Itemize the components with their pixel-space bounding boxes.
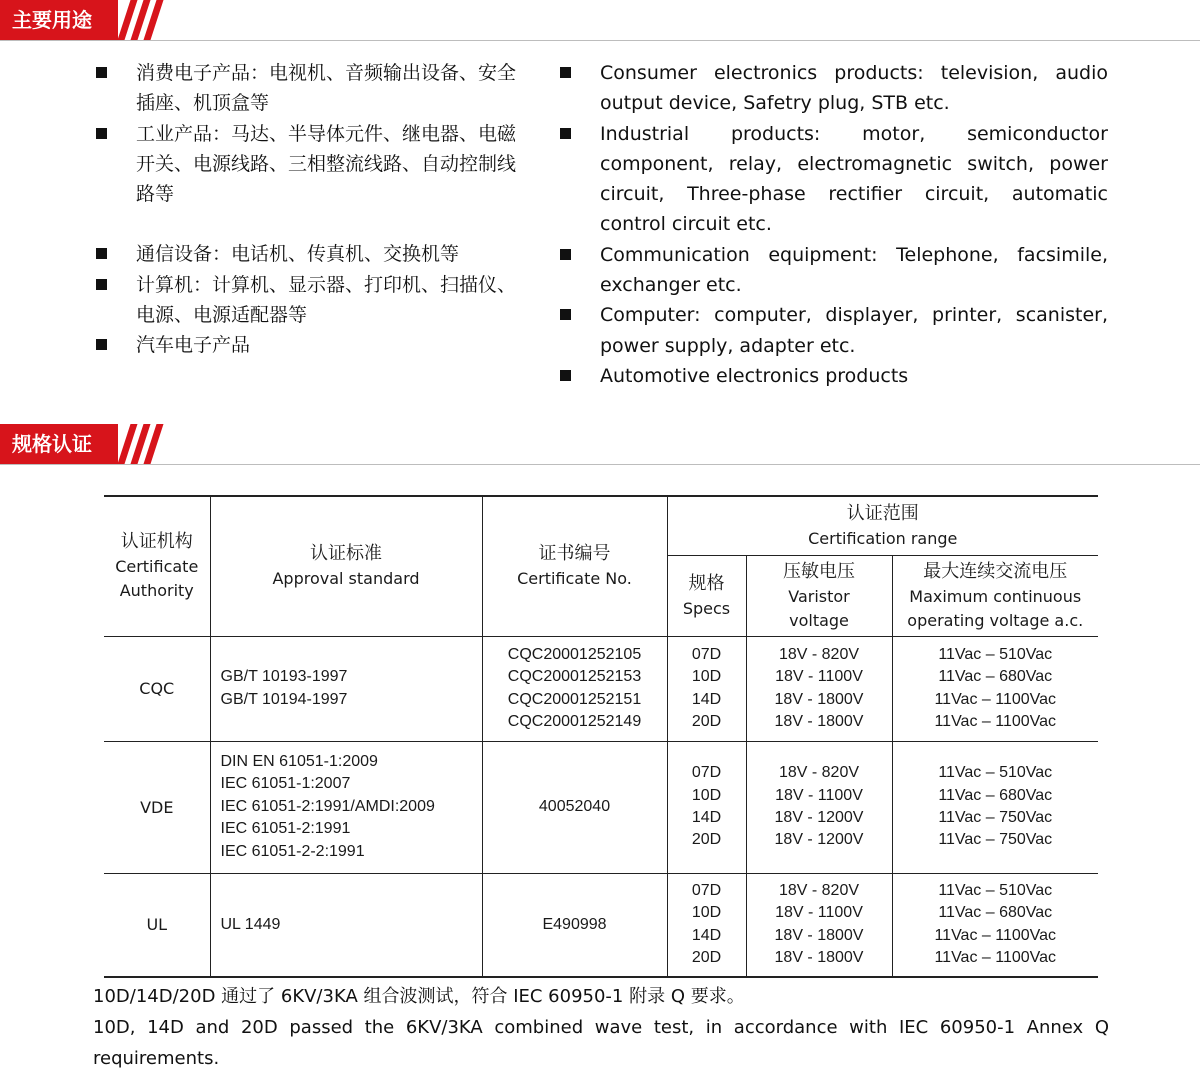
cell-varistor: 18V - 820V 18V - 1100V 18V - 1200V 18V - 1200V (746, 741, 892, 873)
list-item-text: Computer: computer, displayer, printer, scanister, power supply, adapter etc. (600, 304, 1108, 357)
cell-authority: CQC (104, 636, 210, 741)
list-item (560, 300, 1108, 361)
square-bullet-icon (96, 248, 107, 259)
cell-standards: DIN EN 61051-1:2009 IEC 61051-1:2007 IEC 61051-2:1991/AMDI:2009 IEC 61051-2:1991 IEC 61051-2-2:1991 (210, 741, 482, 873)
uses-list-cn (96, 58, 516, 361)
header-specs: 规格 Specs (667, 555, 746, 636)
square-bullet-icon (560, 128, 571, 139)
square-bullet-icon (560, 370, 571, 381)
cell-authority: UL (104, 873, 210, 977)
divider (0, 40, 1200, 41)
list-item-text: 通信设备：电话机、传真机、交换机等 (136, 243, 460, 266)
divider (0, 464, 1200, 465)
square-bullet-icon (96, 128, 107, 139)
note-cn: 10D/14D/20D 通过了 6KV/3KA 组合波测试，符合 IEC 60950-1 附录 Q 要求。 (93, 986, 745, 1007)
header-authority: 认证机构 Certificate Authority (104, 496, 210, 636)
header-varistor-voltage: 压敏电压 Varistor voltage (746, 555, 892, 636)
table-row (104, 636, 1098, 741)
cell-specs: 07D 10D 14D 20D (667, 873, 746, 977)
cell-authority: VDE (104, 741, 210, 873)
header-max-voltage: 最大连续交流电压 Maximum continuous operating voltage a.c. (892, 555, 1098, 636)
header-cert-range: 认证范围 Certification range (667, 496, 1098, 555)
cell-standards: GB/T 10193-1997 GB/T 10194-1997 (210, 636, 482, 741)
list-item-text: 工业产品：马达、半导体元件、继电器、电磁开关、电源线路、三相整流线路、自动控制线路等 (136, 122, 517, 206)
cell-cert-nos: E490998 (482, 873, 667, 977)
cell-standards: UL 1449 (210, 873, 482, 977)
list-item (560, 240, 1108, 301)
header-standard: 认证标准 Approval standard (210, 496, 482, 636)
list-item (96, 239, 516, 269)
list-item (560, 119, 1108, 240)
table-row (104, 873, 1098, 977)
note-en: 10D, 14D and 20D passed the 6KV/3KA combined wave test, in accordance with IEC 60950-1 Annex Q requirements. (93, 1017, 1109, 1069)
square-bullet-icon (96, 67, 107, 78)
section-title-uses: 主要用途 (0, 0, 118, 40)
square-bullet-icon (96, 339, 107, 350)
uses-list-en (560, 58, 1108, 391)
cell-cert-nos: 40052040 (482, 741, 667, 873)
cell-specs: 07D 10D 14D 20D (667, 636, 746, 741)
square-bullet-icon (560, 249, 571, 260)
list-item-text: Industrial products: motor, semiconductor component, relay, electromagnetic switch, power circuit, Three-phase rectifier circuit, automatic control circuit etc. (600, 122, 1108, 236)
cell-specs: 07D 10D 14D 20D (667, 741, 746, 873)
section-title-certification: 规格认证 (0, 424, 118, 464)
table-row (104, 741, 1098, 873)
list-item (96, 330, 516, 360)
list-item (96, 270, 516, 331)
cell-max-voltage: 11Vac – 510Vac 11Vac – 680Vac 11Vac – 1100Vac 11Vac – 1100Vac (892, 636, 1098, 741)
square-bullet-icon (96, 279, 107, 290)
section-header-certification (0, 424, 1200, 468)
list-item-text: 消费电子产品：电视机、音频输出设备、安全插座、机顶盒等 (136, 62, 517, 115)
cell-max-voltage: 11Vac – 510Vac 11Vac – 680Vac 11Vac – 1100Vac 11Vac – 1100Vac (892, 873, 1098, 977)
section-header-uses (0, 0, 1200, 44)
list-item (560, 58, 1108, 119)
cell-cert-nos: CQC20001252105 CQC20001252153 CQC20001252151 CQC20001252149 (482, 636, 667, 741)
list-item-text: Communication equipment: Telephone, facsimile, exchanger etc. (600, 243, 1108, 297)
cell-varistor: 18V - 820V 18V - 1100V 18V - 1800V 18V - 1800V (746, 873, 892, 977)
cell-max-voltage: 11Vac – 510Vac 11Vac – 680Vac 11Vac – 750Vac 11Vac – 750Vac (892, 741, 1098, 873)
list-item-text: Automotive electronics products (600, 364, 909, 387)
list-item (96, 119, 516, 210)
square-bullet-icon (560, 309, 571, 320)
square-bullet-icon (560, 67, 571, 78)
cell-varistor: 18V - 820V 18V - 1100V 18V - 1800V 18V - 1800V (746, 636, 892, 741)
list-item-text: 汽车电子产品 (136, 334, 251, 357)
list-item-text: 计算机：计算机、显示器、打印机、扫描仪、电源、电源适配器等 (136, 273, 517, 327)
list-item (560, 361, 1108, 391)
header-cert-no: 证书编号 Certificate No. (482, 496, 667, 636)
list-item-text: Consumer electronics products: television, audio output device, Safetry plug, STB etc. (600, 62, 1108, 115)
list-item (96, 58, 516, 119)
certification-table (104, 495, 1098, 978)
